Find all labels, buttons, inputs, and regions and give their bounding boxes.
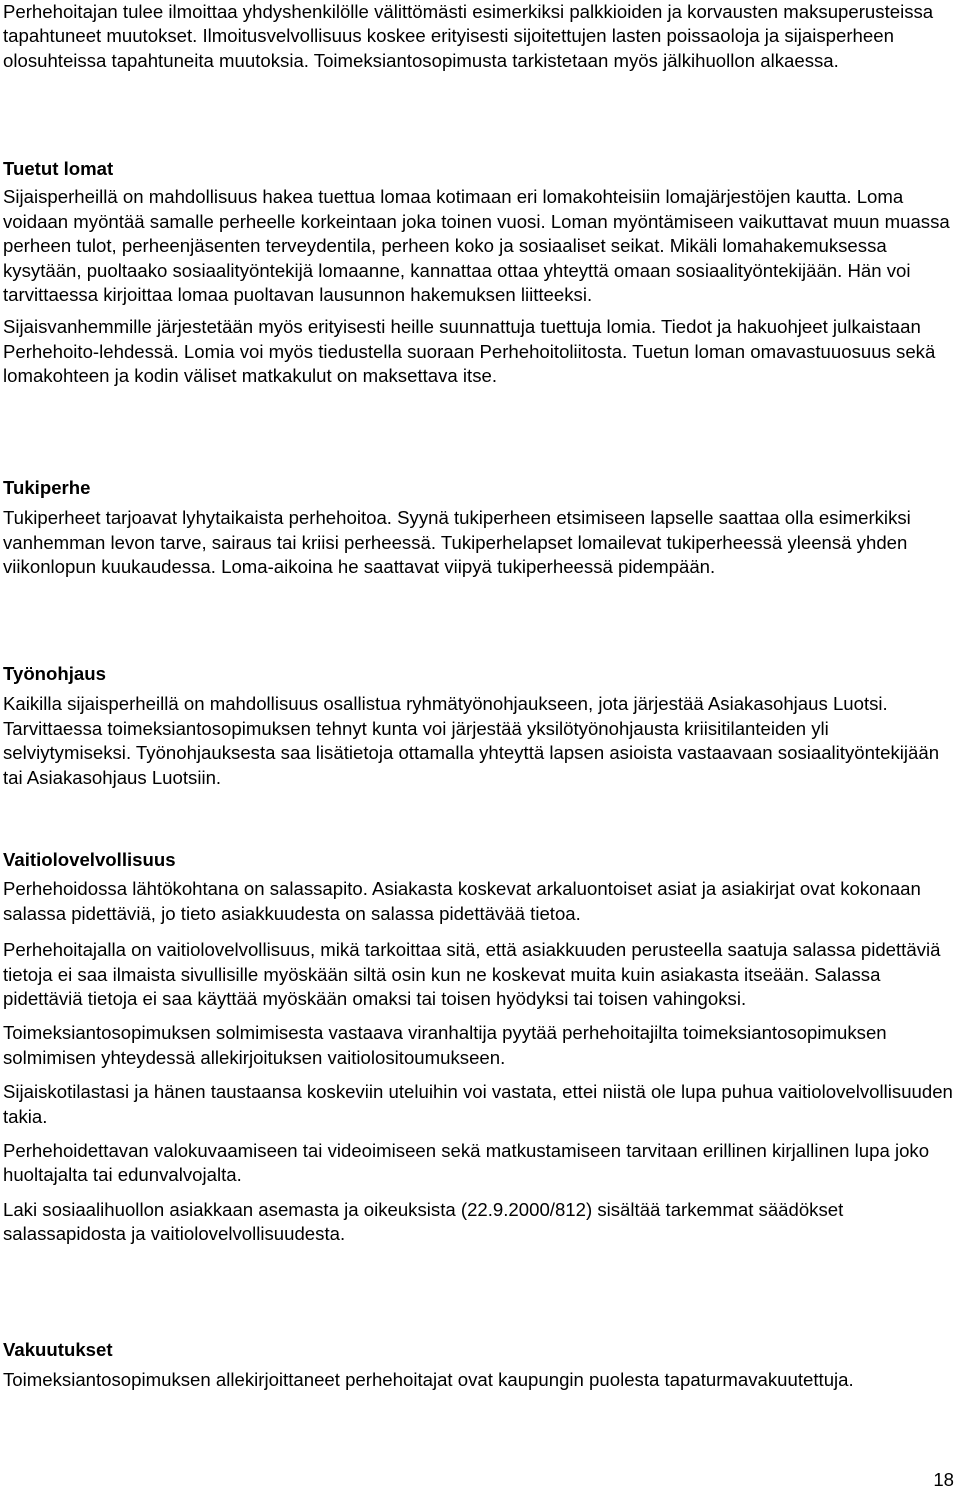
section-paragraph: Toimeksiantosopimuksen allekirjoittaneet perhehoitajat ovat kaupungin puolesta tapaturmavakuutettuja. (3, 1369, 854, 1391)
section-paragraph: Kaikilla sijaisperheillä on mahdollisuus osallistua ryhmätyönohjaukseen, jota järjestää Asiakasohjaus Luotsi. Tarvittaessa toimeksiantosopimuksen tehnyt kunta voi järjestää yksilötyönohjausta kriisitilanteiden yli selviytymiseksi. Työnohjauksesta saa lisätietoja ottamalla yhteyttä lapsen asioista vastaavaan sosiaalityöntekijään tai Asiakasohjaus Luotsiin. (3, 693, 940, 788)
section-paragraph: Sijaiskotilastasi ja hänen taustaansa koskeviin uteluihin voi vastata, ettei niistä ole lupa puhua vaitiolovelvollisuuden takia. (3, 1081, 953, 1127)
page-number: 18 (933, 1469, 954, 1490)
section-heading: Tuetut lomat (3, 158, 114, 179)
section-vakuutukset (3, 1338, 958, 1393)
section-paragraph: Perhehoidettavan valokuvaamiseen tai videoimiseen sekä matkustamiseen tarvitaan erillinen kirjallinen lupa joko huoltajalta tai edunvalvojalta. (3, 1140, 930, 1186)
section-tukiperhe (3, 476, 958, 580)
section-vaitiolovelvollisuus (3, 848, 958, 1247)
intro-paragraph: Perhehoitajan tulee ilmoittaa yhdyshenkilölle välittömästi esimerkiksi palkkioiden ja korvausten maksuperusteissa tapahtuneet muutokset. Ilmoitusvelvollisuus koskee erityisesti sijoitettujen lasten poissaoloja ja sijaisperheen olosuhteissa tapahtuneita muutoksia. Toimeksiantosopimusta tarkistetaan myös jälkihuollon alkaessa. (3, 1, 934, 71)
section-paragraph: Sijaisperheillä on mahdollisuus hakea tuettua lomaa kotimaan eri lomakohteisiin lomajärjestöjen kautta. Loma voidaan myöntää samalle perheelle korkeintaan joka toinen vuosi. Loman myöntämiseen vaikuttavat muun muassa perheen tulot, perheenjäsenten terveydentila, perheen koko ja sosiaaliset seikat. Mikäli lomahakemuksessa kysytään, puoltaako sosiaalityöntekijä lomaanne, kannattaa ottaa yhteyttä omaan sosiaalityöntekijään. Hän voi tarvittaessa kirjoittaa lomaa puoltavan lausunnon hakemuksen liitteeksi. (3, 186, 950, 306)
section-heading: Vakuutukset (3, 1339, 113, 1360)
section-heading: Vaitiolovelvollisuus (3, 849, 176, 870)
intro-block (3, 0, 958, 73)
section-tyonohjaus (3, 662, 958, 790)
section-heading: Työnohjaus (3, 663, 106, 684)
section-tuetut-lomat (3, 157, 958, 389)
section-paragraph: Sijaisvanhemmille järjestetään myös erityisesti heille suunnattuja tuettuja lomia. Tiedot ja hakuohjeet julkaistaan Perhehoito-lehdessä. Lomia voi myös tiedustella suoraan Perhehoitoliitosta. Tuetun loman omavastuuosuus sekä lomakohteen ja kodin väliset matkakulut on maksettava itse. (3, 316, 936, 387)
section-paragraph: Laki sosiaalihuollon asiakkaan asemasta ja oikeuksista (22.9.2000/812) sisältää tarkemmat säädökset salassapidosta ja vaitiolovelvollisuudesta. (3, 1198, 844, 1245)
section-paragraph: Perhehoidossa lähtökohtana on salassapito. Asiakasta koskevat arkaluontoiset asiat ja asiakirjat ovat kokonaan salassa pidettäviä, jo tieto asiakkuudesta on salassa pidettävää tietoa. (3, 878, 921, 924)
section-paragraph: Toimeksiantosopimuksen solmimisesta vastaava viranhaltija pyytää perhehoitajilta toimeksiantosopimuksen solmimisen yhteydessä allekirjoituksen vaitiolositoumukseen. (3, 1022, 887, 1068)
section-heading: Tukiperhe (3, 477, 91, 498)
section-paragraph: Perhehoitajalla on vaitiolovelvollisuus, mikä tarkoittaa sitä, että asiakkuuden perusteella saatuja salassa pidettäviä tietoja ei saa ilmaista sivullisille myöskään siltä osin kun ne koskevat muita kuin asiakasta itseään. Salassa pidettäviä tietoja ei saa käyttää myöskään omaksi tai toisen hyödyksi tai toisen vahingoksi. (3, 939, 941, 1010)
section-paragraph: Tukiperheet tarjoavat lyhytaikaista perhehoitoa. Syynä tukiperheen etsimiseen lapselle saattaa olla esimerkiksi vanhemman levon tarve, sairaus tai kriisi perheessä. Tukiperhelapset lomailevat tukiperheessä yleensä yhden viikonlopun kuukaudessa. Loma-aikoina he saattavat viipyä tukiperheessä pidempään. (3, 507, 911, 578)
